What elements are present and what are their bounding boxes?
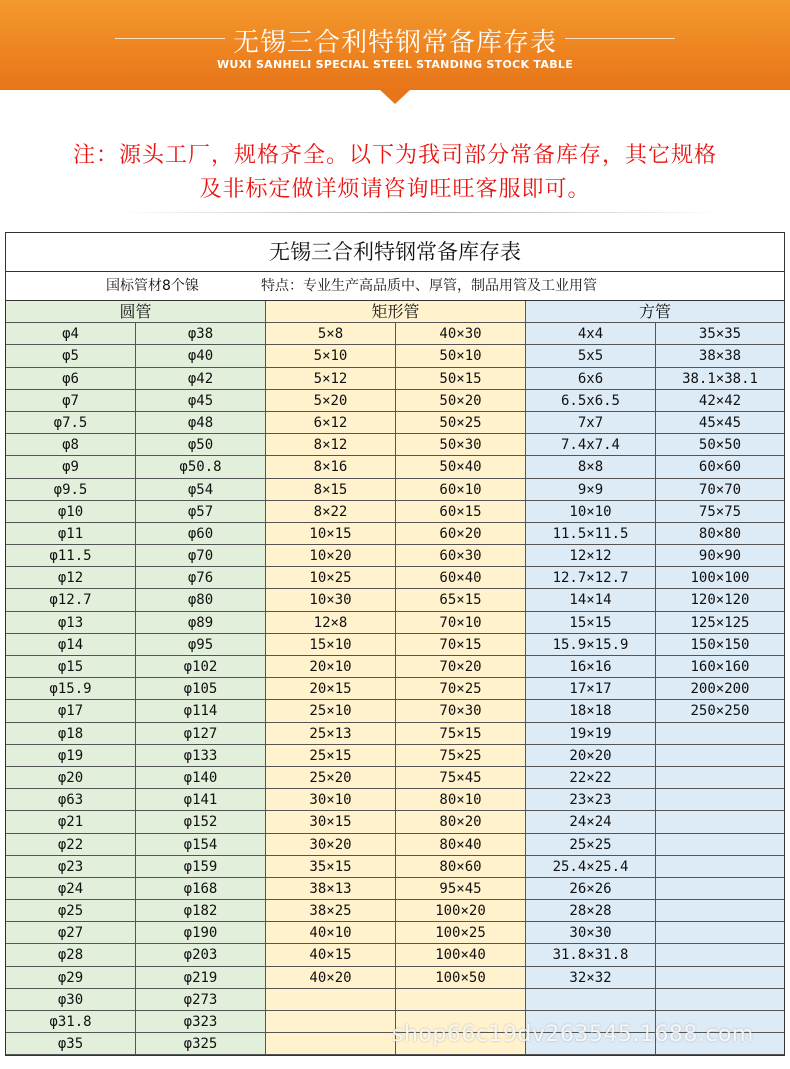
- table-cell: 5×20: [266, 390, 396, 412]
- table-cell: 42×42: [656, 390, 784, 412]
- table-cell: 75×75: [656, 501, 784, 523]
- table-cell: 150×150: [656, 634, 784, 656]
- table-cell: 60×60: [656, 456, 784, 478]
- table-cell: φ273: [136, 989, 266, 1011]
- table-cell: 8×22: [266, 501, 396, 523]
- table-cell: φ15.9: [6, 678, 136, 700]
- table-cell: 50×20: [396, 390, 526, 412]
- table-cell: 9×9: [526, 479, 656, 501]
- table-cell: 23×23: [526, 789, 656, 811]
- table-cell: [656, 856, 784, 878]
- table-cell: 31.8×31.8: [526, 944, 656, 966]
- table-cell: [526, 989, 656, 1011]
- header-round-pipe: 圆管: [6, 301, 266, 323]
- table-cell: φ127: [136, 723, 266, 745]
- table-cell: φ159: [136, 856, 266, 878]
- table-cell: 4x4: [526, 323, 656, 345]
- table-cell: 30×20: [266, 834, 396, 856]
- divider: [120, 212, 720, 213]
- table-cell: φ10: [6, 501, 136, 523]
- table-cell: φ95: [136, 634, 266, 656]
- table-cell: φ54: [136, 479, 266, 501]
- table-cell: 100×40: [396, 944, 526, 966]
- table-cell: φ154: [136, 834, 266, 856]
- table-cell: φ323: [136, 1011, 266, 1033]
- table-cell: 10×30: [266, 589, 396, 611]
- table-cell: 11.5×11.5: [526, 523, 656, 545]
- table-cell: 40×20: [266, 967, 396, 989]
- table-cell: 60×20: [396, 523, 526, 545]
- table-cell: [266, 989, 396, 1011]
- table-cell: φ8: [6, 434, 136, 456]
- table-cell: 90×90: [656, 545, 784, 567]
- table-cell: 35×35: [656, 323, 784, 345]
- table-cell: φ14: [6, 634, 136, 656]
- table-cell: 50×15: [396, 368, 526, 390]
- table-cell: [266, 1033, 396, 1055]
- table-cell: 7x7: [526, 412, 656, 434]
- table-cell: 38.1×38.1: [656, 368, 784, 390]
- table-cell: 75×25: [396, 745, 526, 767]
- table-cell: φ48: [136, 412, 266, 434]
- table-cell: 25.4×25.4: [526, 856, 656, 878]
- table-cell: [656, 944, 784, 966]
- table-cell: φ12: [6, 567, 136, 589]
- table-cell: 80×20: [396, 811, 526, 833]
- notice-line-1: 注：源头工厂，规格齐全。以下为我司部分常备库存，其它规格: [72, 143, 717, 168]
- table-cell: 70×70: [656, 479, 784, 501]
- table-cell: 60×15: [396, 501, 526, 523]
- table-cell: φ42: [136, 368, 266, 390]
- table-cell: [656, 900, 784, 922]
- table-cell: 250×250: [656, 700, 784, 722]
- table-cell: φ18: [6, 723, 136, 745]
- table-cell: 8×16: [266, 456, 396, 478]
- table-cell: 10×20: [266, 545, 396, 567]
- table-cell: φ102: [136, 656, 266, 678]
- table-cell: φ114: [136, 700, 266, 722]
- table-cell: φ168: [136, 878, 266, 900]
- table-cell: 65×15: [396, 589, 526, 611]
- table-cell: 25×25: [526, 834, 656, 856]
- table-cell: 12×12: [526, 545, 656, 567]
- table-cell: φ22: [6, 834, 136, 856]
- table-cell: 24×24: [526, 811, 656, 833]
- table-cell: [656, 723, 784, 745]
- table-cell: 50×25: [396, 412, 526, 434]
- table-cell: φ25: [6, 900, 136, 922]
- table-cell: 20×10: [266, 656, 396, 678]
- table-cell: 14×14: [526, 589, 656, 611]
- table-cell: φ21: [6, 811, 136, 833]
- table-cell: φ6: [6, 368, 136, 390]
- table-cell: φ133: [136, 745, 266, 767]
- table-cell: 8×8: [526, 456, 656, 478]
- table-cell: 5×12: [266, 368, 396, 390]
- table-cell: 10×10: [526, 501, 656, 523]
- table-cell: 12×8: [266, 612, 396, 634]
- table-cell: φ11.5: [6, 545, 136, 567]
- table-cell: [656, 789, 784, 811]
- table-cell: φ35: [6, 1033, 136, 1055]
- table-cell: 70×30: [396, 700, 526, 722]
- table-cell: [656, 922, 784, 944]
- table-cell: φ50: [136, 434, 266, 456]
- table-cell: φ13: [6, 612, 136, 634]
- table-cell: 40×10: [266, 922, 396, 944]
- table-cell: [656, 811, 784, 833]
- header-rect-pipe: 矩形管: [266, 301, 526, 323]
- table-cell: 70×10: [396, 612, 526, 634]
- table-cell: 20×15: [266, 678, 396, 700]
- table-cell: φ24: [6, 878, 136, 900]
- table-cell: 6.5x6.5: [526, 390, 656, 412]
- table-cell: 22×22: [526, 767, 656, 789]
- table-cell: 15.9×15.9: [526, 634, 656, 656]
- table-cell: [396, 989, 526, 1011]
- table-cell: φ23: [6, 856, 136, 878]
- banner-arrow-icon: [380, 90, 410, 104]
- table-cell: 100×20: [396, 900, 526, 922]
- table-cell: φ40: [136, 345, 266, 367]
- table-cell: 18×18: [526, 700, 656, 722]
- table-info: [6, 272, 784, 301]
- table-cell: φ11: [6, 523, 136, 545]
- banner-title: 无锡三合利特钢常备库存表: [232, 28, 557, 58]
- table-cell: 7.4x7.4: [526, 434, 656, 456]
- table-cell: 200×200: [656, 678, 784, 700]
- table-cell: 5x5: [526, 345, 656, 367]
- table-cell: [266, 1011, 396, 1033]
- table-cell: 75×45: [396, 767, 526, 789]
- banner-subtitle: WUXI SANHELI SPECIAL STEEL STANDING STOCK TABLE: [216, 58, 574, 71]
- watermark-text: shop66c19dv263545.1688.com: [392, 1022, 754, 1047]
- table-cell: φ15: [6, 656, 136, 678]
- table-cell: 26×26: [526, 878, 656, 900]
- table-cell: φ57: [136, 501, 266, 523]
- table-cell: [656, 989, 784, 1011]
- table-cell: 38×13: [266, 878, 396, 900]
- table-cell: 5×8: [266, 323, 396, 345]
- table-info-right: 特点：专业生产高品质中、厚管，制品用管及工业用管: [261, 278, 597, 294]
- table-cell: 25×10: [266, 700, 396, 722]
- table-cell: φ141: [136, 789, 266, 811]
- table-cell: 70×20: [396, 656, 526, 678]
- table-cell: φ190: [136, 922, 266, 944]
- table-cell: 12.7×12.7: [526, 567, 656, 589]
- table-cell: 100×100: [656, 567, 784, 589]
- table-cell: φ9.5: [6, 479, 136, 501]
- table-cell: 100×25: [396, 922, 526, 944]
- table-cell: 5×10: [266, 345, 396, 367]
- table-cell: 25×13: [266, 723, 396, 745]
- table-cell: 28×28: [526, 900, 656, 922]
- table-cell: 50×40: [396, 456, 526, 478]
- table-cell: 100×50: [396, 967, 526, 989]
- table-cell: 35×15: [266, 856, 396, 878]
- table-cell: 17×17: [526, 678, 656, 700]
- stock-table: [5, 232, 785, 1056]
- table-cell: 25×20: [266, 767, 396, 789]
- table-cell: φ140: [136, 767, 266, 789]
- table-cell: φ30: [6, 989, 136, 1011]
- table-cell: φ5: [6, 345, 136, 367]
- table-cell: 38×38: [656, 345, 784, 367]
- table-cell: 70×15: [396, 634, 526, 656]
- table-cell: 40×30: [396, 323, 526, 345]
- table-cell: 10×15: [266, 523, 396, 545]
- table-cell: φ31.8: [6, 1011, 136, 1033]
- table-cell: φ45: [136, 390, 266, 412]
- table-cell: φ29: [6, 967, 136, 989]
- table-cell: 16×16: [526, 656, 656, 678]
- table-cell: φ7: [6, 390, 136, 412]
- stock-grid: [6, 301, 784, 1055]
- table-cell: φ76: [136, 567, 266, 589]
- table-cell: φ50.8: [136, 456, 266, 478]
- table-cell: φ63: [6, 789, 136, 811]
- header-square-pipe: 方管: [526, 301, 784, 323]
- table-cell: [656, 834, 784, 856]
- table-cell: φ9: [6, 456, 136, 478]
- table-cell: φ219: [136, 967, 266, 989]
- table-cell: 45×45: [656, 412, 784, 434]
- table-cell: φ60: [136, 523, 266, 545]
- table-cell: φ12.7: [6, 589, 136, 611]
- table-cell: 120×120: [656, 589, 784, 611]
- table-cell: 80×40: [396, 834, 526, 856]
- table-cell: 40×15: [266, 944, 396, 966]
- table-cell: 60×30: [396, 545, 526, 567]
- table-cell: 10×25: [266, 567, 396, 589]
- table-cell: 95×45: [396, 878, 526, 900]
- table-cell: 125×125: [656, 612, 784, 634]
- table-cell: φ38: [136, 323, 266, 345]
- table-cell: 20×20: [526, 745, 656, 767]
- table-cell: φ152: [136, 811, 266, 833]
- table-cell: 8×12: [266, 434, 396, 456]
- table-cell: 25×15: [266, 745, 396, 767]
- table-cell: 50×30: [396, 434, 526, 456]
- table-cell: 70×25: [396, 678, 526, 700]
- table-cell: φ89: [136, 612, 266, 634]
- table-cell: [656, 878, 784, 900]
- table-cell: 75×15: [396, 723, 526, 745]
- table-cell: φ325: [136, 1033, 266, 1055]
- table-cell: φ182: [136, 900, 266, 922]
- table-cell: [656, 967, 784, 989]
- header-banner: [0, 0, 790, 90]
- table-cell: 80×60: [396, 856, 526, 878]
- table-cell: 6×12: [266, 412, 396, 434]
- table-cell: 32×32: [526, 967, 656, 989]
- table-cell: 160×160: [656, 656, 784, 678]
- table-cell: φ17: [6, 700, 136, 722]
- table-cell: φ28: [6, 944, 136, 966]
- notice-line-2: 及非标定做详烦请咨询旺旺客服即可。: [199, 177, 591, 202]
- table-cell: φ105: [136, 678, 266, 700]
- table-cell: φ19: [6, 745, 136, 767]
- table-cell: φ27: [6, 922, 136, 944]
- table-info-left: 国标管材8个镍: [106, 278, 199, 294]
- table-cell: 80×80: [656, 523, 784, 545]
- table-cell: 80×10: [396, 789, 526, 811]
- table-cell: φ20: [6, 767, 136, 789]
- table-cell: [656, 745, 784, 767]
- table-title: 无锡三合利特钢常备库存表: [6, 233, 784, 272]
- table-cell: 38×25: [266, 900, 396, 922]
- table-cell: φ4: [6, 323, 136, 345]
- table-cell: [656, 767, 784, 789]
- table-cell: 50×50: [656, 434, 784, 456]
- table-cell: φ80: [136, 589, 266, 611]
- table-cell: 60×10: [396, 479, 526, 501]
- table-cell: φ70: [136, 545, 266, 567]
- table-cell: φ203: [136, 944, 266, 966]
- table-cell: 30×30: [526, 922, 656, 944]
- table-cell: 6x6: [526, 368, 656, 390]
- table-cell: 15×10: [266, 634, 396, 656]
- table-cell: 19×19: [526, 723, 656, 745]
- table-cell: 30×10: [266, 789, 396, 811]
- table-cell: 15×15: [526, 612, 656, 634]
- table-cell: φ7.5: [6, 412, 136, 434]
- table-cell: 8×15: [266, 479, 396, 501]
- table-cell: 30×15: [266, 811, 396, 833]
- table-cell: 60×40: [396, 567, 526, 589]
- table-cell: 50×10: [396, 345, 526, 367]
